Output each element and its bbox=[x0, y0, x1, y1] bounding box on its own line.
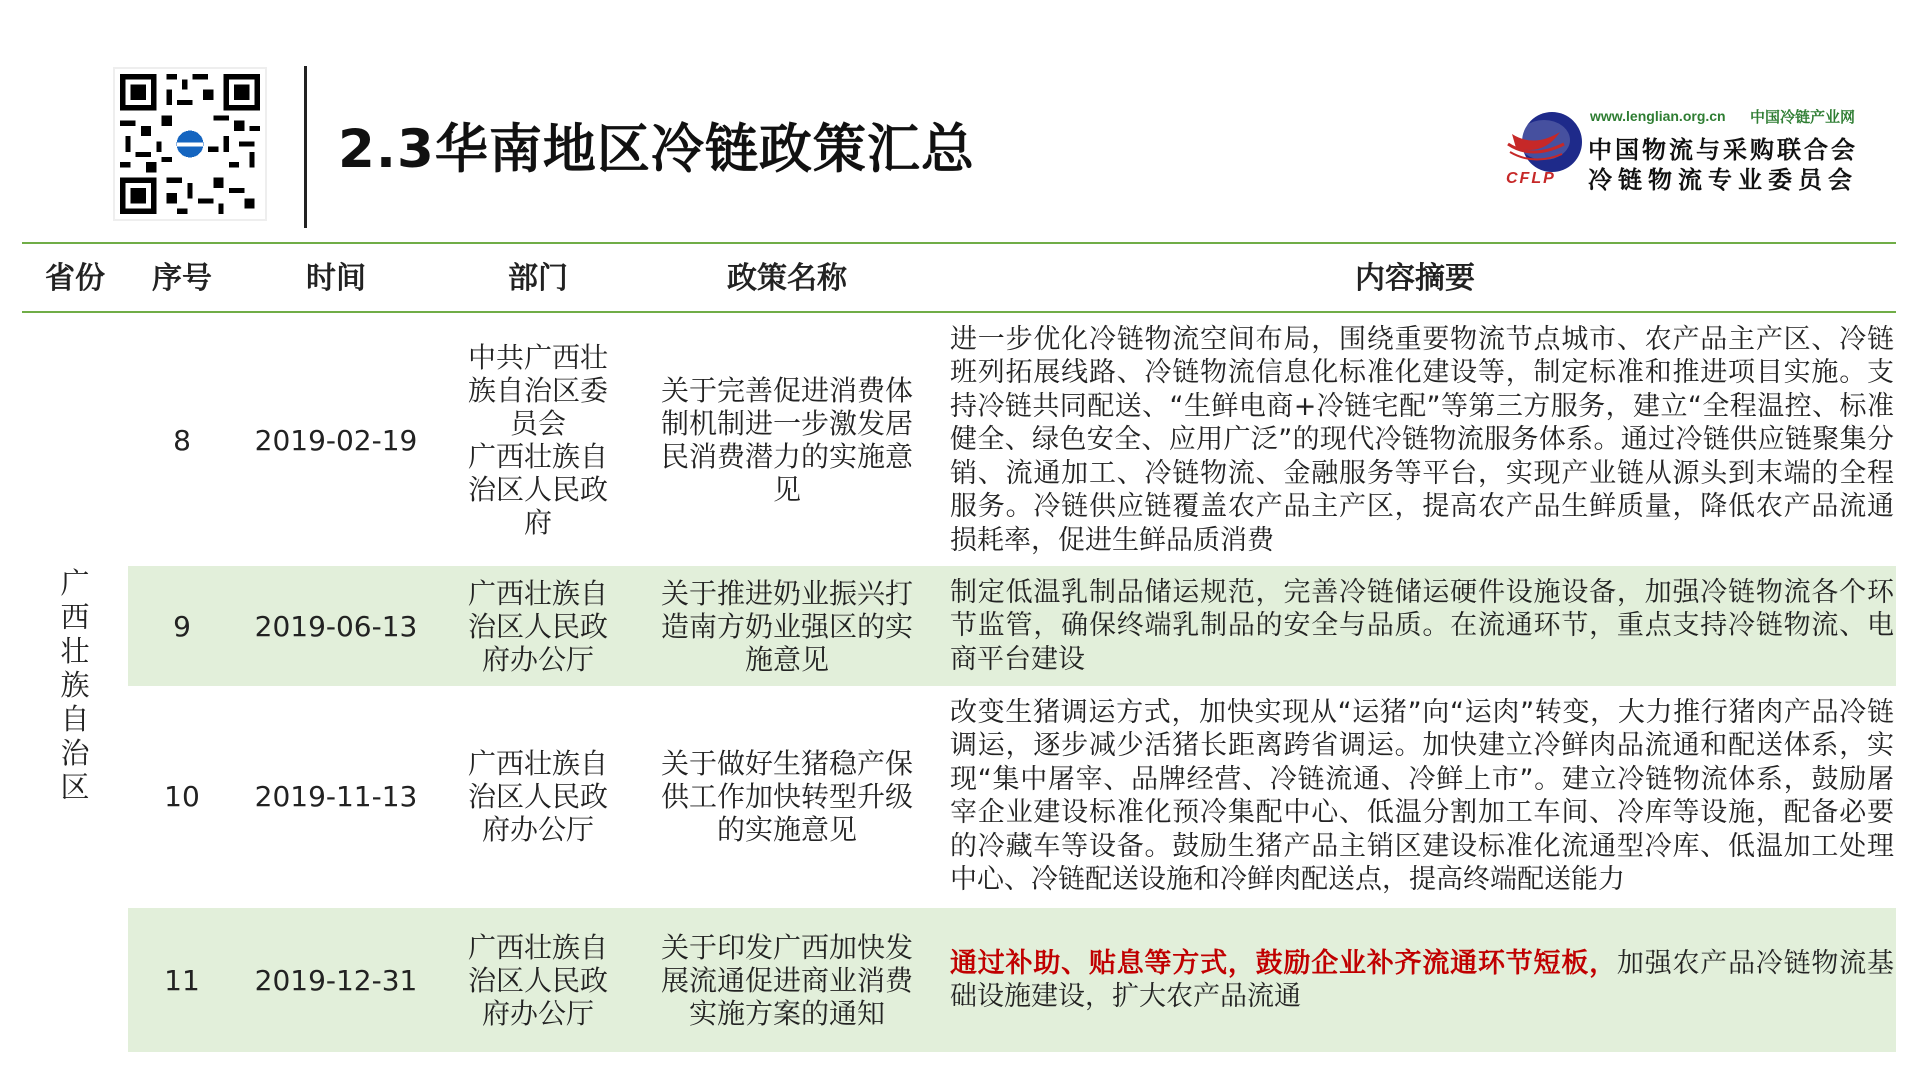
summary-highlight: 通过补助、贴息等方式，鼓励企业补齐流通环节短板， bbox=[950, 947, 1617, 979]
table-row bbox=[128, 318, 1896, 562]
row-policy-name: 关于做好生猪稳产保供工作加快转型升级的实施意见 bbox=[660, 746, 913, 846]
row-date: 2019-12-31 bbox=[254, 963, 418, 997]
row-summary bbox=[950, 908, 1896, 1052]
table-header-rule bbox=[22, 311, 1896, 313]
column-header-number: 序号 bbox=[152, 261, 212, 296]
table-top-rule bbox=[22, 242, 1896, 244]
row-summary: 改变生猪调运方式，加快实现从“运猪”向“运肉”转变，大力推行猪肉产品冷链调运，逐步减少活猪长距离跨省调运。加快建立冷鲜肉品流通和配送体系，实现“集中屠宰、品牌经营、冷链流通、冷鲜上市”。建立冷链物流体系，鼓励屠宰企业建设标准化预冷集配中心、低温分割加工车间、冷库等设施，配备必要的冷藏车等设备。鼓励生猪产品主销区建设标准化流通型冷库、低温加工处理中心、冷链配送设施和冷鲜肉配送点，提高终端配送能力 bbox=[950, 696, 1894, 895]
logo-url: www.lenglian.org.cn bbox=[1590, 108, 1726, 124]
summary-text: 加强农产品冷链物流基础设施建设，扩大农产品流通 bbox=[950, 947, 1895, 1012]
row-summary: 进一步优化冷链物流空间布局，围绕重要物流节点城市、农产品主产区、冷链班列拓展线路、冷链物流信息化标准化建设等，制定标准和推进项目实施。支持冷链共同配送、“生鲜电商+冷链宅配”等第三方服务，建立“全程温控、标准健全、绿色安全、应用广泛”的现代冷链物流服务体系。通过冷链供应链聚集分销、流通加工、冷链物流、金融服务等平台，实现产业链从源头到末端的全程服务。冷链供应链覆盖农产品主产区，提高农产品生鲜质量，降低农产品流通损耗率，促进生鲜品质消费 bbox=[950, 323, 1894, 556]
header-divider bbox=[304, 66, 307, 228]
qr-code bbox=[113, 67, 267, 221]
logo-abbr: CFLP bbox=[1506, 170, 1556, 187]
province-cell: 广西壮族自治区 bbox=[60, 566, 90, 804]
table-row bbox=[128, 908, 1896, 1052]
column-header-province: 省份 bbox=[45, 261, 105, 296]
page-title: 2.3华南地区冷链政策汇总 bbox=[338, 119, 975, 180]
row-policy-name: 关于完善促进消费体制机制进一步激发居民消费潜力的实施意见 bbox=[660, 374, 913, 506]
row-date: 2019-11-13 bbox=[254, 779, 418, 813]
row-number: 10 bbox=[164, 779, 200, 813]
row-number: 11 bbox=[164, 963, 200, 997]
row-policy-name: 关于印发广西加快发展流通促进商业消费实施方案的通知 bbox=[660, 930, 913, 1030]
row-number: 9 bbox=[173, 609, 191, 643]
logo-org-line2: 冷链物流专业委员会 bbox=[1588, 166, 1858, 194]
row-date: 2019-06-13 bbox=[254, 609, 418, 643]
row-number: 8 bbox=[173, 423, 191, 457]
row-date: 2019-02-19 bbox=[254, 423, 418, 457]
qr-code-graphic bbox=[115, 69, 265, 219]
row-policy-name: 关于推进奶业振兴打造南方奶业强区的实施意见 bbox=[660, 576, 913, 676]
column-header-department: 部门 bbox=[508, 261, 568, 296]
row-summary: 制定低温乳制品储运规范，完善冷链储运硬件设施设备，加强冷链物流各个环节监管，确保终端乳制品的安全与品质。在流通环节，重点支持冷链物流、电商平台建设 bbox=[950, 576, 1894, 675]
row-department: 广西壮族自治区人民政府办公厅 bbox=[467, 576, 608, 676]
logo-org-line1: 中国物流与采购联合会 bbox=[1588, 136, 1858, 164]
row-department: 中共广西壮族自治区委员会 广西壮族自治区人民政府 bbox=[467, 341, 608, 539]
table-row bbox=[128, 566, 1896, 686]
table-row bbox=[128, 690, 1896, 902]
logo-network-name: 中国冷链产业网 bbox=[1750, 108, 1856, 126]
cflp-logo bbox=[1504, 104, 1884, 194]
column-header-policy-name: 政策名称 bbox=[727, 261, 847, 296]
row-department: 广西壮族自治区人民政府办公厅 bbox=[467, 930, 608, 1030]
row-department: 广西壮族自治区人民政府办公厅 bbox=[467, 746, 608, 846]
column-header-date: 时间 bbox=[306, 261, 366, 296]
column-header-summary: 内容摘要 bbox=[1355, 261, 1475, 296]
